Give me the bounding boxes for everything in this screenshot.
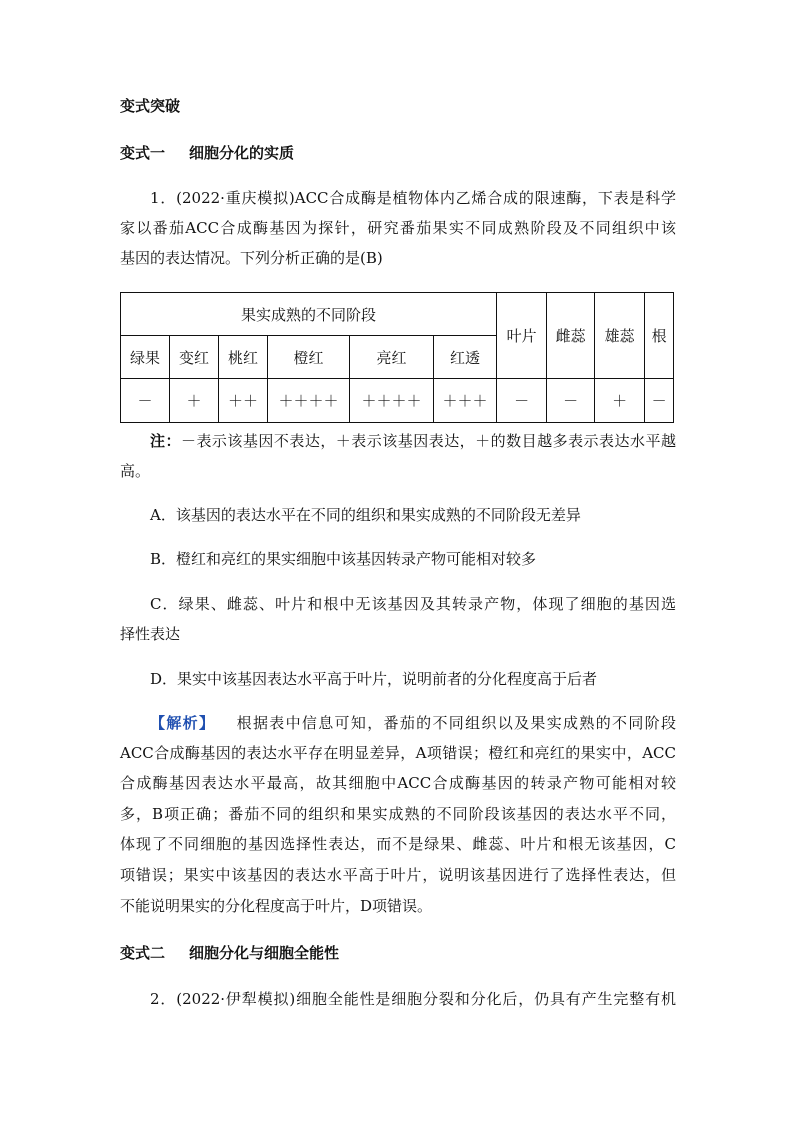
analysis-line-5: 体现了不同细胞的基因选择性表达，而不是绿果、雌蕊、叶片和根无该基因，C (120, 835, 676, 853)
variant2-heading (120, 943, 676, 963)
q2-line-1: 2．(2022·伊犁模拟)细胞全能性是细胞分裂和分化后，仍具有产生完整有机 (150, 990, 676, 1008)
table-cell: － (645, 379, 674, 423)
note-line-1 (150, 431, 676, 451)
table-header-stamen: 雄蕊 (595, 293, 645, 379)
table-cell: ＋ (595, 379, 645, 423)
variant2-label: 变式二 (120, 944, 166, 962)
table-header-stage: 红透 (434, 336, 497, 379)
table-cell: ＋＋＋＋ (268, 379, 350, 423)
analysis-line-7: 不能说明果实的分化程度高于叶片，D项错误。 (120, 897, 433, 915)
analysis-text: 根据表中信息可知，番茄的不同组织以及果实成熟的不同阶段 (235, 714, 676, 732)
variant1-title: 细胞分化的实质 (189, 144, 295, 162)
variant2-title: 细胞分化与细胞全能性 (189, 944, 340, 962)
note-label: 注： (150, 432, 181, 450)
q1-line-3: 基因的表达情况。下列分析正确的是(B) (120, 249, 383, 267)
table-header-stage: 变红 (170, 336, 219, 379)
option-a: A．该基因的表达水平在不同的组织和果实成熟的不同阶段无差异 (150, 506, 581, 524)
table-cell: ＋＋ (219, 379, 268, 423)
variant1-label: 变式一 (120, 144, 166, 162)
analysis-line-4: 多，B项正确；番茄不同的组织和果实成熟的不同阶段该基因的表达水平不同， (120, 805, 676, 823)
table-group-header: 果实成熟的不同阶段 (121, 293, 497, 336)
analysis-line-1 (150, 713, 676, 733)
q1-line-2: 家以番茄ACC合成酶基因为探针，研究番茄果实不同成熟阶段及不同组织中该 (120, 219, 676, 237)
table-cell: － (121, 379, 170, 423)
option-d: D．果实中该基因表达水平高于叶片，说明前者的分化程度高于后者 (150, 670, 598, 688)
analysis-line-6: 项错误；果实中该基因的表达水平高于叶片，说明该基因进行了选择性表达，但 (120, 866, 676, 884)
table-header-pistil: 雌蕊 (547, 293, 595, 379)
table-header-leaf: 叶片 (497, 293, 547, 379)
analysis-line-3: 合成酶基因表达水平最高，故其细胞中ACC合成酶基因的转录产物可能相对较 (120, 774, 676, 792)
section-heading: 变式突破 (120, 97, 181, 115)
q1-line-1: 1．(2022·重庆模拟)ACC合成酶是植物体内乙烯合成的限速酶，下表是科学 (150, 189, 676, 207)
table-cell: ＋＋＋ (434, 379, 497, 423)
table-header-stage: 绿果 (121, 336, 170, 379)
note-line-2: 高。 (120, 462, 151, 480)
table-header-root: 根 (645, 293, 674, 379)
note-text: －表示该基因不表达，＋表示该基因表达，＋的数目越多表示表达水平越 (180, 432, 676, 450)
table-cell: ＋ (170, 379, 219, 423)
expression-table (120, 292, 674, 423)
table-cell: ＋＋＋＋ (350, 379, 434, 423)
option-c-line-1: C．绿果、雌蕊、叶片和根中无该基因及其转录产物，体现了细胞的基因选 (150, 595, 676, 613)
table-cell: － (547, 379, 595, 423)
table-header-stage: 橙红 (268, 336, 350, 379)
option-c-line-2: 择性表达 (120, 625, 181, 643)
table-cell: － (497, 379, 547, 423)
table-header-stage: 桃红 (219, 336, 268, 379)
variant1-heading (120, 143, 676, 163)
analysis-label: 【解析】 (150, 714, 216, 732)
option-b: B．橙红和亮红的果实细胞中该基因转录产物可能相对较多 (150, 550, 537, 568)
table-header-stage: 亮红 (350, 336, 434, 379)
analysis-line-2: ACC合成酶基因的表达水平存在明显差异，A项错误；橙红和亮红的果实中，ACC (120, 744, 676, 762)
